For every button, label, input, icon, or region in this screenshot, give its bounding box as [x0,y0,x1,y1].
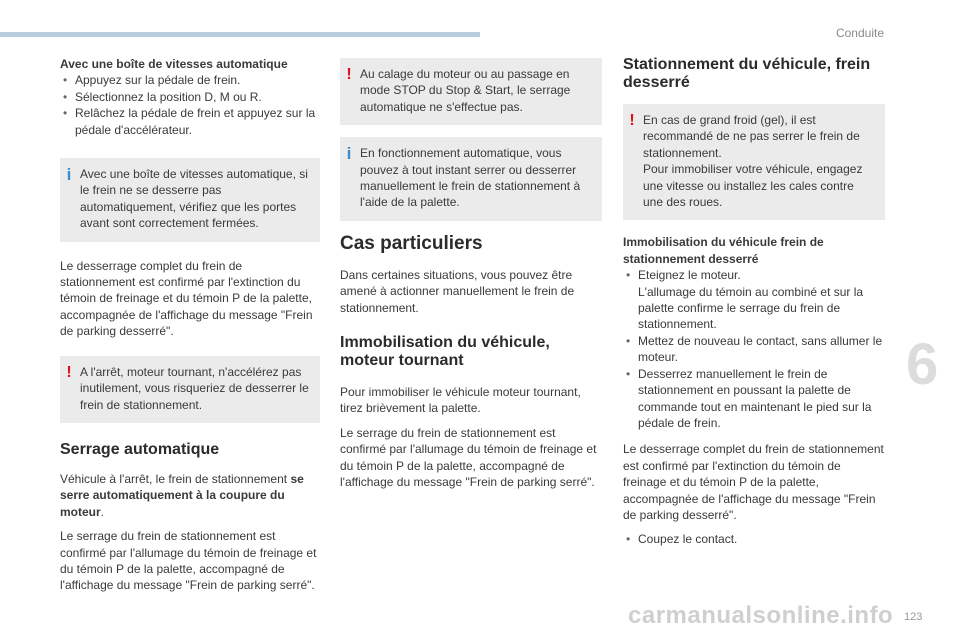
auto-gearbox-steps [60,72,320,138]
auto-apply-text: Véhicule à l'arrêt, le frein de stationnement [60,471,288,486]
warning-box-text: Pour immobiliser votre véhicule, engagez une vitesse ou installez les cales contre une des roues. [643,162,863,210]
list-item: • Sélectionnez la position D, M ou R. [60,89,320,105]
release-confirmation-text: Le desserrage complet du frein de stationnement est confirmé par l'extinction du témoin de freinage et du témoin P de la palette, accompagnée de l'affichage du message "Frein de parking desserré". [60,258,313,339]
immobilisation-released-steps [623,267,885,431]
list-item: • Mettez de nouveau le contact, sans allumer le moteur. [623,333,885,366]
info-box-text: Avec une boîte de vitesses automatique, si le frein ne se desserre pas automatiquement, vérifiez que les portes avant sont correctement fermées. [80,167,308,231]
special-cases-text: Dans certaines situations, vous pouvez être amené à actionner manuellement le frein de stationnement. [340,267,575,315]
warning-box [623,104,885,220]
release-confirmation-text: Le desserrage complet du frein de stationnement est confirmé par l'extinction du témoin de freinage et du témoin P de la palette, accompagnée de l'affichage du message "Frein de parking desserré". [623,442,884,522]
list-item-text: L'allumage du témoin au combiné et sur la palette confirme le serrage du frein de stationnement. [638,284,864,332]
warning-box [60,356,320,423]
info-box-text: En fonctionnement automatique, vous pouvez à tout instant serrer ou desserrer manuellement le frein de stationnement à l'aide de la palette. [360,146,581,210]
warning-icon: ! [66,363,72,381]
info-box [340,137,602,221]
auto-gearbox-heading: Avec une boîte de vitesses automatique [60,57,288,71]
warning-box-text: En cas de grand froid (gel), il est recommandé de ne pas serrer le frein de stationnement. [643,113,860,160]
warning-icon: ! [629,112,635,129]
list-item [623,267,885,333]
special-cases-title: Cas particuliers [340,232,483,254]
info-icon: i [346,144,352,164]
info-box [60,158,320,242]
warning-box [340,58,602,125]
immobilisation-title: Immobilisation du véhicule, moteur tournant [340,334,550,370]
list-item-text: Eteignez le moteur. [638,268,741,283]
auto-apply-confirmation: Le serrage du frein de stationnement est confirmé par l'allumage du témoin de freinage et du témoin P de la palette, accompagné de l'affichage du message "Frein de parking serré". [60,529,317,593]
list-item: • Relâchez la pédale de frein et appuyez sur la pédale d'accélérateur. [60,105,320,138]
page-number: 123 [904,611,923,623]
final-step [623,531,885,547]
column-middle [340,58,602,491]
section-title: Conduite [835,26,884,40]
warning-icon: ! [346,66,352,83]
warning-box-text: Au calage du moteur ou au passage en mode STOP du Stop & Start, le serrage automatique ne s'effectue pas. [360,67,571,114]
list-item: • Coupez le contact. [623,531,885,547]
warning-box-text: A l'arrêt, moteur tournant, n'accélérez pas inutilement, vous risqueriez de desserrer le frein de stationnement. [80,364,309,412]
column-left: Avec une boîte de vitesses automatique • Appuyez sur la pédale de frein. • Sélectionnez la position D, M ou R. • Relâchez la pédale de frein et appuyez sur la pédale d'accélérateur. i Avec une boîte de vitesses automatique, si le frein ne se desserre pas automatiquement, vérifiez que les portes avant sont correctement fermées. Le desserrage complet du frein de stationnement est confirmé par l'extinction du témoin de freinage et du témoin P de la palette, accompagnée de l'affichage du message "Frein de parking desserré". ! A l'arrêt, moteur tournant, n'accélérez pas inutilement, vous risqueriez de desserrer le frein de stationnement. Serrage automatique Véhicule à l'arrêt, le frein de stationnement se serre automatiquement à la coupure du moteur. Le serrage du frein de stationnement est confirmé par l'allumage du témoin de freinage et du témoin P de la palette, accompagné de l'affichage du message "Frein de parking serré". [60,56,320,594]
list-item: • Appuyez sur la pédale de frein. [60,72,320,88]
immobilisation-text: Pour immobiliser le véhicule moteur tournant, tirez brièvement la palette. [340,385,581,416]
list-item: • Desserrez manuellement le frein de stationnement en poussant la palette de commande tout en maintenant le pied sur la pédale de frein. [623,366,885,432]
auto-apply-title: Serrage automatique [60,440,220,458]
header-rule [0,32,480,37]
immobilisation-released-heading: Immobilisation du véhicule frein de stationnement desserré [623,235,824,266]
parking-released-title: Stationnement du véhicule, frein desserré [623,56,871,91]
info-icon: i [66,165,72,185]
watermark: carmanualsonline.info [628,602,894,629]
immobilisation-confirmation: Le serrage du frein de stationnement est confirmé par l'allumage du témoin de freinage et du témoin P de la palette, accompagné de l'affichage du message "Frein de parking serré". [340,425,597,490]
auto-apply-emphasis: se serre automatiquement à la coupure du moteur [60,471,304,519]
column-right [623,56,885,548]
chapter-number: 6 [906,332,939,397]
